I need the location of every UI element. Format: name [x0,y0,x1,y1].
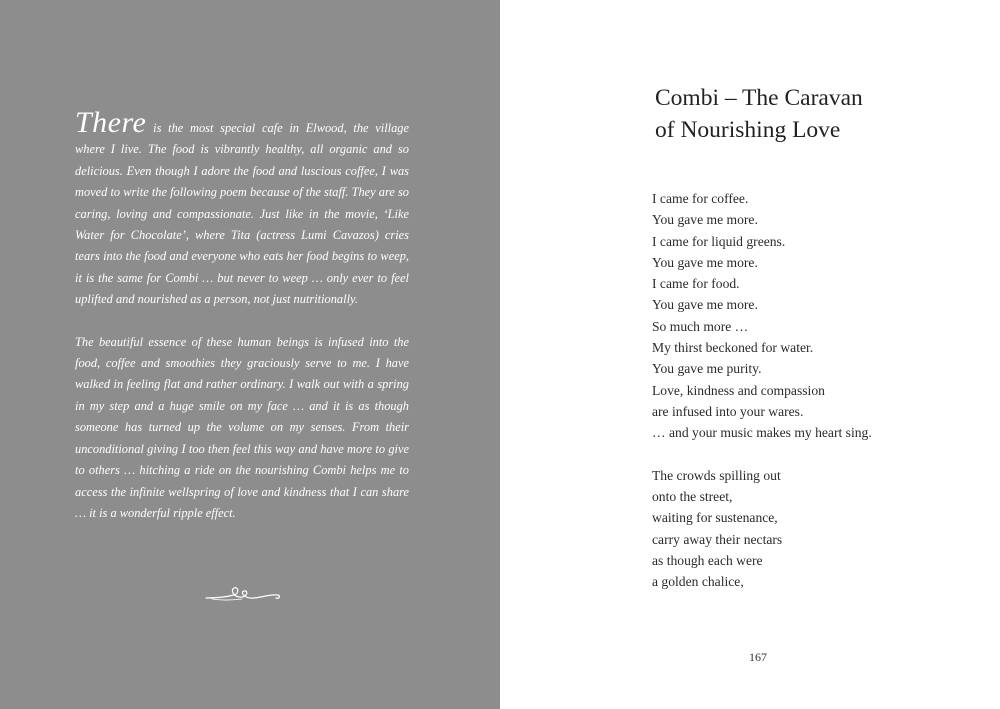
poem-line: a golden chalice, [652,574,744,590]
page-number: 167 [749,650,767,664]
drop-cap-word: There [75,106,147,139]
poem-body [652,188,952,614]
poem-line: I came for food. [652,276,740,292]
poem-line: … and your music makes my heart sing. [652,425,872,441]
paragraph-1-text: is the most special cafe in Elwood, the village where I live. The food is vibrantly healthy, all organic and so delicious. Even though I adore the food and luscious coffee, I was moved to write the following poem because of the staff. They are so caring, loving and compassionate. Just like in the movie, ‘Like Water for Chocolate’, where Tita (actress Lumi Cavazos) cries tears into the food and everyone who eats her food begins to weep, it is the same for Combi … but never to weep … only ever to feel uplifted and nourished as a person, not just nutritionally. [75,121,409,307]
poem-title [655,82,975,146]
poem-line: onto the street, [652,489,733,505]
poem-line: You gave me purity. [652,361,762,377]
poem-line: You gave me more. [652,212,758,228]
poem-line: waiting for sustenance, [652,510,778,526]
stanza-2 [652,465,952,593]
flourish-icon [204,582,282,604]
poem-line: are infused into your wares. [652,403,804,419]
poem-line: The crowds spilling out [652,467,781,483]
poem-line: as though each were [652,553,763,569]
title-line-2: of Nourishing Love [655,117,841,143]
poem-line: carry away their nectars [652,531,783,547]
title-line-1: Combi – The Caravan [655,85,863,111]
stanza-1 [652,188,952,444]
poem-line: Love, kindness and compassion [652,382,825,398]
poem-line: You gave me more. [652,297,758,313]
intro-paragraph-2: The beautiful essence of these human beings is infused into the food, coffee and smoothies they graciously serve to me. I have walked in feeling flat and rather ordinary. I walk out with a spring in my step and a huge smile on my face … and it is as though someone has turned up the volume on my senses. From their unconditional giving I too then feel this way and have more to give to others … hitching a ride on the nourishing Combi helps me to access the infinite wellspring of love and kindness that I can share … it is a wonderful ripple effect. [75,334,409,520]
poem-line: My thirst beckoned for water. [652,340,814,356]
poem-line: I came for liquid greens. [652,233,786,249]
poem-line: So much more … [652,318,749,334]
poem-line: I came for coffee. [652,191,749,206]
intro-prose [75,106,409,545]
poem-line: You gave me more. [652,254,758,270]
intro-paragraph-1 [75,106,409,311]
